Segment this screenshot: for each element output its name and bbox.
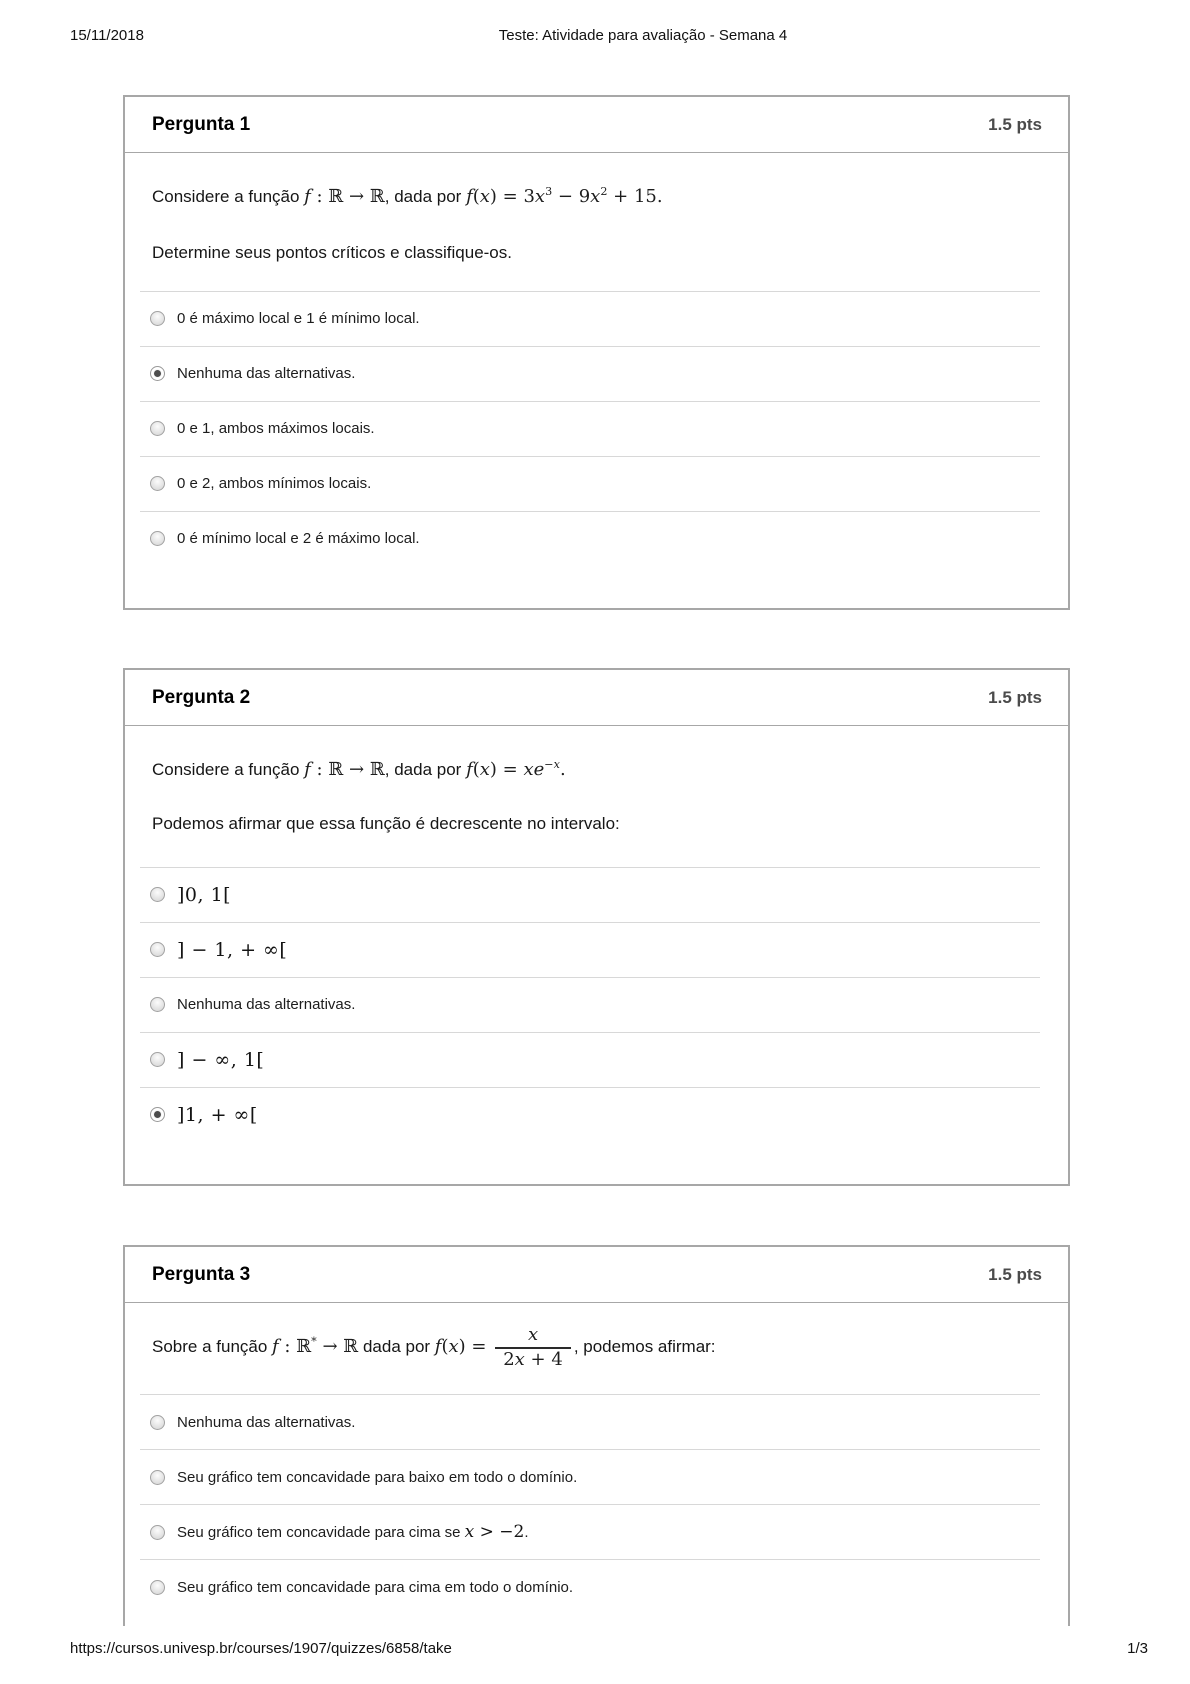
option-label: Seu gráfico tem concavidade para baixo em todo o domínio. — [177, 1468, 578, 1486]
radio-button-icon[interactable] — [150, 1580, 165, 1595]
answer-option[interactable] — [140, 456, 1040, 511]
footer-page-indicator: 1/3 — [1127, 1640, 1148, 1657]
option-label: 0 e 1, ambos máximos locais. — [177, 420, 375, 437]
option-label: Nenhuma das alternativas. — [177, 996, 356, 1013]
radio-button-icon[interactable] — [150, 1470, 165, 1485]
header-title: Teste: Atividade para avaliação - Semana 4 — [498, 27, 788, 44]
fraction — [495, 1325, 571, 1370]
answer-option[interactable] — [140, 346, 1040, 401]
option-label: Nenhuma das alternativas. — [177, 1413, 356, 1431]
radio-button-icon[interactable] — [150, 1415, 165, 1430]
question-1-statement — [152, 183, 1040, 210]
statement-text: , dada por — [384, 760, 467, 779]
question-3-title: Pergunta 3 — [152, 1263, 251, 1285]
header-date: 15/11/2018 — [70, 27, 144, 44]
radio-button-icon[interactable] — [150, 421, 165, 436]
question-1-options — [140, 291, 1040, 566]
statement-math: $f(x) = 3x^3 - 9x^2 + 15$. — [466, 185, 663, 207]
option-label: 0 é máximo local e 1 é mínimo local. — [177, 310, 420, 327]
answer-option[interactable] — [140, 922, 1040, 977]
option-label-math: x > −2 — [464, 1522, 525, 1543]
statement-math: f : ℝ* → ℝ — [272, 1335, 359, 1358]
question-2-points: 1.5 pts — [988, 687, 1042, 707]
answer-option[interactable] — [140, 1394, 1040, 1449]
option-label: ] − 1, + ∞[ — [177, 938, 288, 961]
answer-option[interactable] — [140, 1087, 1040, 1142]
question-2-body — [125, 756, 1068, 1142]
question-2-options — [140, 867, 1040, 1142]
answer-option[interactable] — [140, 1559, 1040, 1614]
answer-option[interactable] — [140, 1032, 1040, 1087]
statement-text: dada por — [358, 1337, 435, 1357]
question-1-body — [125, 183, 1068, 566]
answer-option[interactable] — [140, 1449, 1040, 1504]
radio-button-icon[interactable] — [150, 942, 165, 957]
statement-math: $f(x) = xe^{-x}$. — [466, 758, 566, 780]
question-2-title: Pergunta 2 — [152, 686, 251, 708]
question-3-points: 1.5 pts — [988, 1264, 1042, 1284]
question-2-header — [125, 670, 1068, 726]
radio-button-icon[interactable] — [150, 311, 165, 326]
option-label: ]0, 1[ — [177, 883, 232, 906]
question-3-body — [125, 1325, 1068, 1614]
answer-option[interactable] — [140, 401, 1040, 456]
question-1-title: Pergunta 1 — [152, 113, 251, 135]
question-3-statement — [152, 1325, 1040, 1370]
answer-option[interactable] — [140, 291, 1040, 346]
statement-text: , podemos afirmar: — [573, 1337, 716, 1357]
option-label: Seu gráfico tem concavidade para cima em todo o domínio. — [177, 1578, 574, 1596]
radio-button-icon[interactable] — [150, 476, 165, 491]
question-1-points: 1.5 pts — [988, 114, 1042, 134]
question-2-statement — [152, 756, 1040, 783]
question-card-3 — [123, 1245, 1070, 1626]
option-label: ]1, + ∞[ — [177, 1103, 258, 1126]
option-label — [177, 1522, 529, 1542]
footer-url: https://cursos.univesp.br/courses/1907/quizzes/6858/take — [70, 1640, 452, 1657]
option-label-text: . — [524, 1524, 529, 1542]
radio-button-icon[interactable] — [150, 1525, 165, 1540]
statement-text: , dada por — [384, 187, 467, 206]
option-label: Nenhuma das alternativas. — [177, 365, 356, 382]
answer-option[interactable] — [140, 867, 1040, 922]
question-3-options — [140, 1394, 1040, 1614]
question-card-2 — [123, 668, 1070, 1186]
option-label: 0 e 2, ambos mínimos locais. — [177, 475, 372, 492]
question-1-prompt: Determine seus pontos críticos e classifique-os. — [152, 243, 512, 262]
answer-option[interactable] — [140, 511, 1040, 566]
fraction-denominator: 2x + 4 — [495, 1347, 571, 1371]
radio-button-icon[interactable] — [150, 1107, 165, 1122]
statement-math: f : ℝ → ℝ — [304, 759, 385, 780]
option-label: 0 é mínimo local e 2 é máximo local. — [177, 530, 420, 547]
statement-math: f(x) = — [434, 1336, 493, 1358]
radio-button-icon[interactable] — [150, 1052, 165, 1067]
answer-option[interactable] — [140, 977, 1040, 1032]
question-2-prompt: Podemos afirmar que essa função é decrescente no intervalo: — [152, 814, 620, 833]
question-1-header — [125, 97, 1068, 153]
fraction-numerator: x — [527, 1324, 539, 1345]
question-3-header — [125, 1247, 1068, 1303]
option-label-text: Seu gráfico tem concavidade para cima se — [177, 1524, 465, 1542]
question-card-1 — [123, 95, 1070, 610]
statement-text: Considere a função — [152, 187, 305, 206]
statement-text: Sobre a função — [152, 1337, 273, 1357]
radio-button-icon[interactable] — [150, 366, 165, 381]
radio-button-icon[interactable] — [150, 887, 165, 902]
answer-option[interactable] — [140, 1504, 1040, 1559]
option-label: ] − ∞, 1[ — [177, 1048, 265, 1071]
statement-math: f : ℝ → ℝ — [304, 186, 385, 207]
radio-button-icon[interactable] — [150, 997, 165, 1012]
statement-text: Considere a função — [152, 760, 305, 779]
radio-button-icon[interactable] — [150, 531, 165, 546]
